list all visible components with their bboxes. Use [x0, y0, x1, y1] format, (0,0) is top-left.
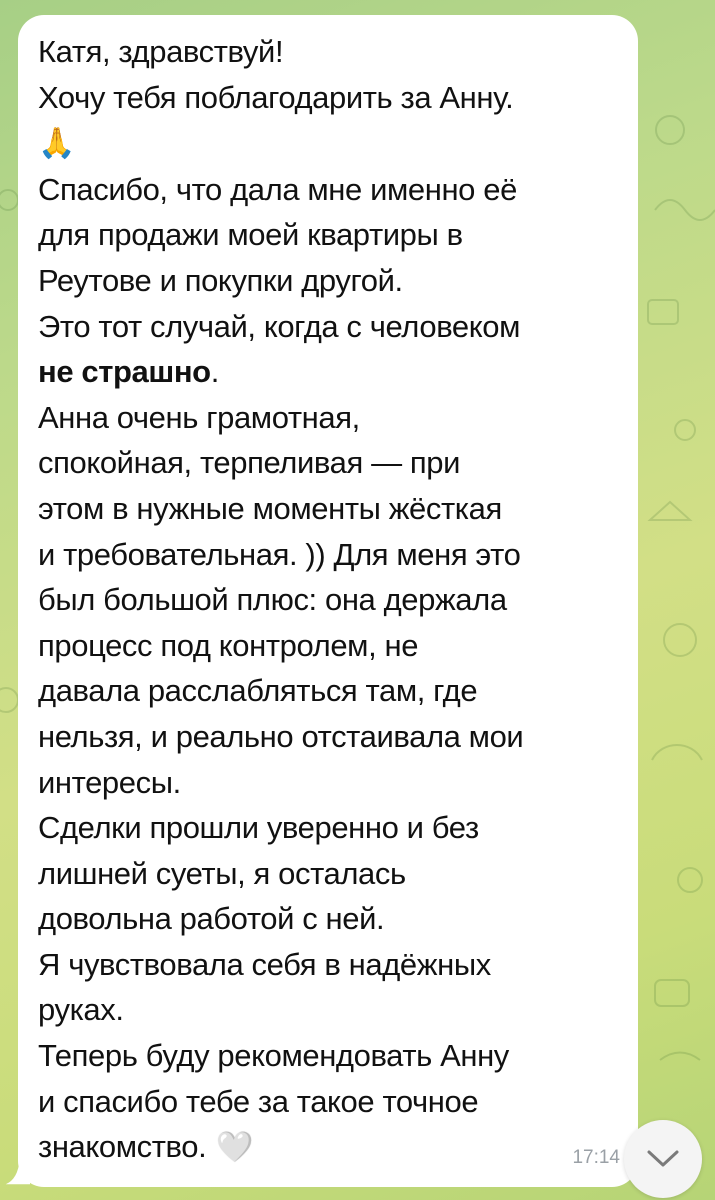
- white-heart-emoji: 🤍: [216, 1131, 254, 1165]
- message-line: [38, 623, 618, 669]
- message-line: [38, 1079, 618, 1125]
- message-text-fragment: знакомство.: [38, 1129, 207, 1165]
- scroll-down-button[interactable]: [624, 1120, 702, 1198]
- message-text-fragment: и требовательная. )) Для меня это: [38, 536, 521, 572]
- message-line: [38, 760, 618, 806]
- message-line: [38, 532, 618, 578]
- message-line: [38, 304, 618, 350]
- message-line: [38, 896, 618, 942]
- message-text-fragment: этом в нужные моменты жёсткая: [38, 490, 502, 526]
- message-line: [38, 486, 618, 532]
- message-text-fragment: нельзя, и реально отстаивала мои: [38, 718, 524, 754]
- message-text-fragment: Хочу тебя поблагодарить за Анну.: [38, 79, 514, 115]
- message-text-fragment: для продажи моей квартиры в: [38, 217, 463, 253]
- message-text-fragment: спокойная, терпеливая — при: [38, 445, 461, 481]
- message-line: [38, 714, 618, 760]
- message-bold-text: не страшно: [38, 354, 211, 390]
- message-text-fragment: лишней суеты, я осталась: [38, 855, 406, 891]
- message-line: [38, 120, 618, 167]
- message-timestamp: 17:14: [572, 1147, 620, 1168]
- message-text: [38, 29, 618, 1171]
- message-line: [38, 668, 618, 714]
- message-text-fragment: Я чувствовала себя в надёжных: [38, 946, 491, 982]
- message-text-fragment: Катя, здравствуй!: [38, 34, 284, 69]
- message-text-fragment: Теперь буду рекомендовать Анну: [38, 1038, 509, 1074]
- message-text-fragment: процесс под контролем, не: [38, 627, 419, 663]
- chevron-down-icon: [646, 1149, 680, 1169]
- praying-hands-emoji: 🙏: [38, 127, 75, 161]
- message-line: [38, 987, 618, 1033]
- bubble-tail: [4, 1160, 30, 1186]
- message-line: [38, 440, 618, 486]
- message-text-fragment: интересы.: [38, 764, 181, 800]
- message-text-fragment: довольна работой с ней.: [38, 901, 385, 937]
- message-text-fragment: был большой плюс: она держала: [38, 582, 507, 618]
- message-text-fragment: Это тот случай, когда с человеком: [38, 308, 521, 344]
- message-line: [38, 942, 618, 988]
- message-line: [38, 258, 618, 304]
- message-line: [38, 395, 618, 441]
- message-text-fragment: и спасибо тебе за такое точное: [38, 1083, 479, 1119]
- message-line: [38, 1124, 618, 1171]
- message-line: [38, 805, 618, 851]
- message-line: [38, 29, 618, 75]
- message-line: [38, 349, 618, 395]
- message-line: [38, 212, 618, 258]
- message-line: [38, 75, 618, 121]
- message-line: [38, 577, 618, 623]
- message-text-fragment: Сделки прошли уверенно и без: [38, 810, 479, 846]
- message-text-fragment: Реутове и покупки другой.: [38, 262, 403, 298]
- message-line: [38, 1033, 618, 1079]
- message-text-fragment: Анна очень грамотная,: [38, 399, 360, 435]
- message-text-fragment: давала расслабляться там, где: [38, 673, 478, 709]
- message-bubble[interactable]: [18, 15, 638, 1187]
- message-line: [38, 167, 618, 213]
- message-text-fragment: .: [210, 354, 219, 390]
- message-text-fragment: руках.: [38, 992, 124, 1028]
- message-line: [38, 851, 618, 897]
- message-text-fragment: Спасибо, что дала мне именно её: [38, 171, 517, 207]
